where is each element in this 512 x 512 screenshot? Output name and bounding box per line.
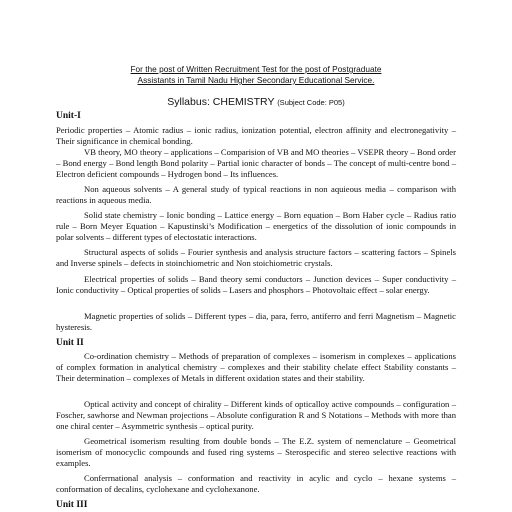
- paragraph-solid-state: Solid state chemistry – Ionic bonding – Lattice energy – Born equation – Born Haber cycle – Radius ratio rule – Born Meyer Equation – Kapustinski’s Modification – energetics of the dissolution of ionic compounds in polar solvents – different types of electostatic interactions.: [56, 210, 456, 242]
- subject-code: (Subject Code: P05): [277, 98, 345, 107]
- syllabus-title: [0, 96, 512, 109]
- unit-1-heading: Unit-I: [56, 111, 81, 121]
- paragraph-conformational-analysis: Conferrnational analysis – conformation and reactivity in acylic and cyclo – hexane systems – conformation of decalins, cyclohexane and cyclohexanone.: [56, 473, 456, 494]
- header-line-1: For the post of Written Recruitment Test for the post of Postgraduate: [130, 64, 382, 74]
- paragraph-vb-mo-theory: VB theory, MO theory – applications – Comparision of VB and MO theories – VSEPR theory – Bond order – Bond energy – Bond length Bond polarity – Partial ionic character of bonds – The concept of multi-centre bond – Electron deficient compounds – Hydrogen bond – Its influences.: [56, 147, 456, 179]
- paragraph-non-aqueous-solvents: Non aqueous solvents – A general study of typical reactions in non aquieous media – comparison with reactions in aqueous media.: [56, 184, 456, 205]
- unit-3-heading: Unit III: [56, 500, 88, 510]
- paragraph-periodic-properties: Periodic properties – Atomic radius – ionic radius, ionization potential, electron affinity and electronegativity – Their significance in chemical bonding.: [56, 125, 456, 146]
- paragraph-electrical-properties: Electrical properties of solids – Band theory semi conductors – Junction devices – Super conductivity – Ionic conductivity – Optical properties of solids – Lasers and phosphors – Photovoltaic effect – solar energy.: [56, 274, 456, 295]
- syllabus-label: Syllabus:: [167, 96, 210, 108]
- unit-2-heading: Unit II: [56, 338, 84, 348]
- paragraph-coordination-chemistry: Co-ordination chemistry – Methods of preparation of complexes – isomerism in complexes – applications of complex formation in analytical chemistry – complexes and their stability chelate effect Stability constants – Their determination – complexes of Metals in different oxidation states and their stability.: [56, 351, 456, 383]
- paragraph-magnetic-properties: Magnetic properties of solids – Different types – dia, para, ferro, antiferro and ferri Magnetism – Magnetic hysteresis.: [56, 311, 456, 332]
- paragraph-structural-aspects: Structural aspects of solids – Fourier synthesis and analysis structure factors – scattering factors – Spinels and Inverse spinels – defects in stoinchiometric and Non stoichiometric crystals.: [56, 247, 456, 268]
- header-line-2: Assistants in Tamil Nadu Higher Secondary Educational Service.: [137, 75, 375, 85]
- paragraph-geometrical-isomerism: Geometrical isomerism resulting from double bonds – The E.Z. system of nemenclature – Geometrical isomerism of monocyclic compounds and fused ring systems – Sterospecific and stereo selective reactions with examples.: [56, 436, 456, 468]
- subject-name: CHEMISTRY: [212, 96, 275, 108]
- paragraph-optical-activity: Optical activity and concept of chirality – Different kinds of opticalloy active compounds – configuration – Foscher, sawhorse and Newman projections – Absolute configuration R and S Notations – Methods with more than one chiral center – Asymmetric synthesis – optical purity.: [56, 399, 456, 431]
